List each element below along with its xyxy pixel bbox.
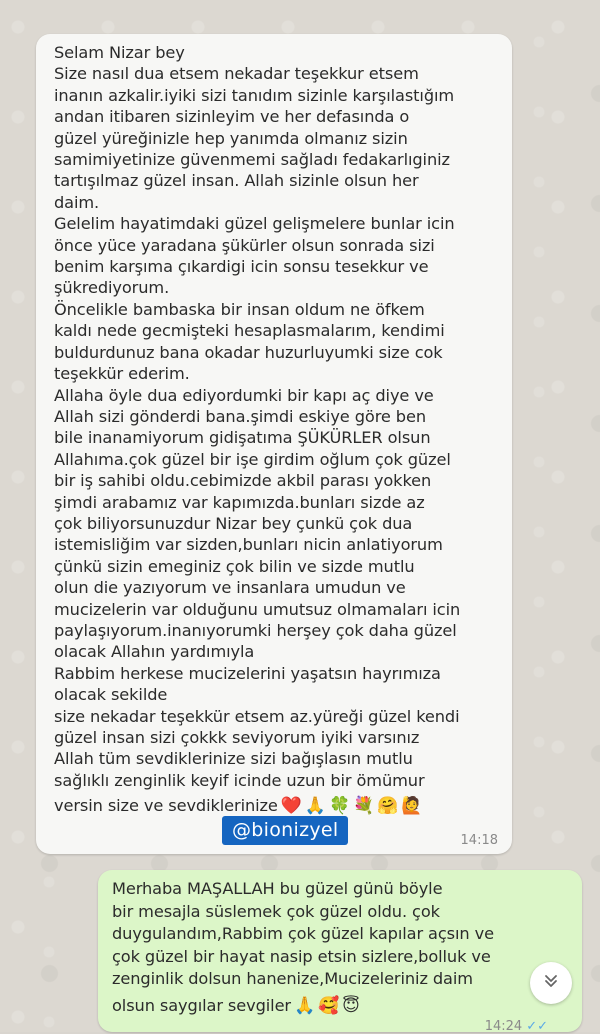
message-line: duygulandım,Rabbim çok güzel kapılar açsın ve [112,924,494,943]
message-line: çok güzel bir hayat nasip etsin sizlere,bolluk ve [112,946,491,966]
incoming-message-time: 14:18 [460,833,498,848]
emoji-icon: 🥰 [318,995,340,1016]
instagram-handle-tag: @bionizyel [222,816,348,845]
emoji-icon: 🍀 [328,796,351,817]
message-line: Allah sizi gönderdi bana.şimdi eskiye göre ben [54,406,426,426]
message-last-line [112,995,572,1018]
message-line: benim karşıma çıkardigi icin sonsu tesekkur ve [54,257,429,277]
message-line: zenginlik dolsun hanenize,Mucizeleriniz daim [112,969,473,988]
outgoing-time-label: 14:24 [484,1019,523,1034]
message-line: samimiyetinize güvenmemi sağladı fedakarlıginiz [54,150,450,170]
emoji-icon: 🙏 [293,995,316,1016]
message-line: çok biliyorsunuzdur Nizar bey çunkü çok dua [54,513,413,533]
message-line: Rabbim herkese mucizelerini yaşatsın hayrımıza [54,663,441,683]
message-line: Allaha öyle dua ediyordumki bir kapı aç diye ve [54,385,434,405]
message-line: güzel yüreğinizle hep yanımda olmanız sizin [54,128,408,148]
message-line: olacak sekilde [54,685,168,705]
message-line: şimdi arabamız var kapımızda.bunları sizde az [54,492,425,512]
message-line: sağlıklı zenginlik keyif icinde uzun bir ömümur [54,770,425,790]
incoming-message-text [54,42,502,818]
read-receipt-icon: ✓✓ [526,1019,548,1034]
emoji-icon: 🤗 [377,796,399,817]
message-line: güzel insan sizi çokkk seviyorum iyiki varsınız [54,728,420,747]
message-line: andan itibaren sizinleyim ve her defasında o [54,107,410,127]
message-line: önce yüce yaradana şükürler olsun sonrada sizi [54,235,435,255]
message-line: bir iş sahibi oldu.cebimizde akbil parası yokken [54,471,432,491]
message-line: Allahıma.çok güzel bir işe girdim oğlum çok güzel [54,449,451,469]
emoji-icon: 😇 [342,995,360,1016]
outgoing-message-text [112,878,572,1017]
message-line: çünkü sizin emeginiz çok bilin ve sizde mutlu [54,556,415,576]
message-line: kaldı nede gecmişteki hesaplasmalarım, kendimi [54,321,445,341]
message-line: teşekkür ederim. [54,364,190,384]
message-line: istemisliğim var sizden,bunları nicin anlatiyorum [54,535,443,555]
message-line: size nekadar teşekkür etsem az.yüreği güzel kendi [54,706,460,726]
chevron-double-down-icon [542,972,560,995]
incoming-message-bubble[interactable] [36,34,512,854]
scroll-to-bottom-button[interactable] [530,962,572,1004]
message-line: Allah tüm sevdiklerinize sizi bağışlasın mutlu [54,749,413,769]
message-line: bir mesajla süslemek çok güzel oldu. çok [112,901,440,921]
outgoing-message-bubble[interactable] [98,870,582,1032]
message-line: tartışılmaz güzel insan. Allah sizinle olsun her [54,171,419,191]
message-line: Öncelikle bambaska bir insan oldum ne öfkem [54,299,425,319]
emoji-icon: 💐 [353,796,375,817]
message-line: Gelelim hayatimdaki güzel gelişmelere bunlar icin [54,214,455,234]
message-line: şükrediyorum. [54,278,170,298]
message-line: Selam Nizar bey [54,43,185,62]
message-line: bile inanamiyorum gidişatıma ŞÜKÜRLER olsun [54,428,431,448]
message-line: olacak Allahın yardımıyla [54,642,255,662]
emoji-icon: ❤️ [280,796,302,817]
message-line: paylaşıyorum.inanıyorumki herşey çok daha güzel [54,620,457,640]
message-line: Merhaba MAŞALLAH bu güzel günü böyle [112,879,443,898]
message-line: mucizelerin var olduğunu umutsuz olmamaları icin [54,599,461,619]
message-line: versin size ve sevdiklerinize [54,796,278,816]
message-line: buldurdunuz bana okadar huzurluyumki size cok [54,342,443,362]
message-line: inanın azkalir.iyiki sizi tanıdım sizinle karşılastığım [54,85,455,105]
message-line: Size nasıl dua etsem nekadar teşekkur etsem [54,64,419,84]
message-line: olun die yazıyorum ve insanlara umudun ve [54,578,406,598]
emoji-icon: 🙋 [401,796,423,817]
message-line: daim. [54,192,100,212]
message-last-line [54,795,502,817]
message-line: olsun saygılar sevgiler [112,995,291,1015]
emoji-icon: 🙏 [304,796,326,817]
